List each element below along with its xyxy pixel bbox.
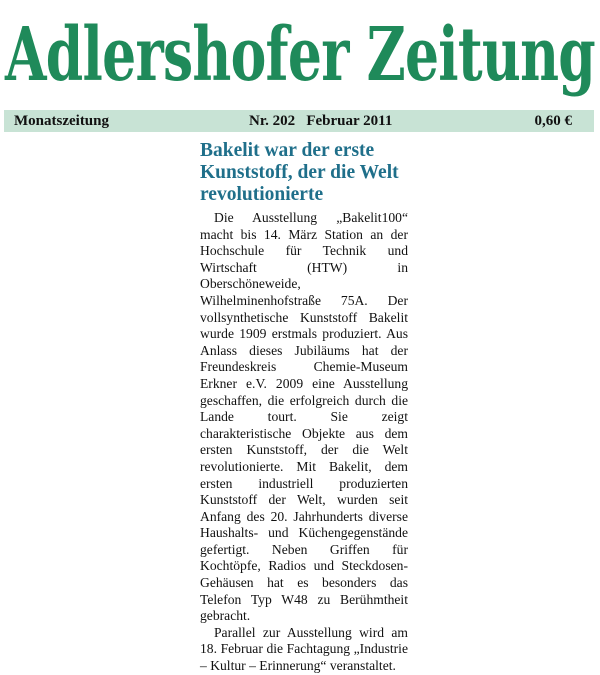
article-paragraph: Die Ausstellung „Bakelit100“ macht bis 14. März Station an der Hochschule für Technik und Wirtschaft (HTW) in Oberschöneweide, Wilhelminenhofstraße 75A. Der vollsynthetische Kunststoff Bakelit wurde 1909 erstmals produziert. Aus Anlass dieses Jubiläums hat der Freundeskreis Chemie-Museum Erkner e.V. 2009 eine Ausstellung geschaffen, die erfolgreich durch die Lande tourt. Sie zeigt charakteristische Objekte aus dem ersten Kunststoff, der die Welt revolutionierte. Mit Bakelit, dem ersten industriell produzierten Kunststoff der Welt, wurden seit Anfang des 20. Jahrhunderts diverse Haushalts- und Küchengegenstände gefertigt. Neben Griffen für Kochtöpfe, Radios und Steckdosen-Gehäusen hat es besonders das Telefon Typ W48 zu Berühmtheit gebracht. xyxy=(200,210,408,624)
info-bar xyxy=(4,110,594,132)
masthead-logo xyxy=(0,0,600,108)
masthead xyxy=(0,0,600,108)
price-label: 0,60 € xyxy=(534,113,572,129)
article-body xyxy=(200,210,408,675)
article-headline: Bakelit war der erste Kunststoff, der die Welt revolutionierte xyxy=(200,140,399,205)
masthead-title: Adlershofer Zeitung xyxy=(4,12,596,98)
article-paragraph: Parallel zur Ausstellung wird am 18. Februar die Fachtagung „Industrie – Kultur – Erinnerung“ veranstaltet. xyxy=(200,624,408,674)
issue-date: Nr. 202 Februar 2011 xyxy=(249,113,393,129)
section-label: Monatszeitung xyxy=(14,113,109,129)
article xyxy=(200,140,408,675)
